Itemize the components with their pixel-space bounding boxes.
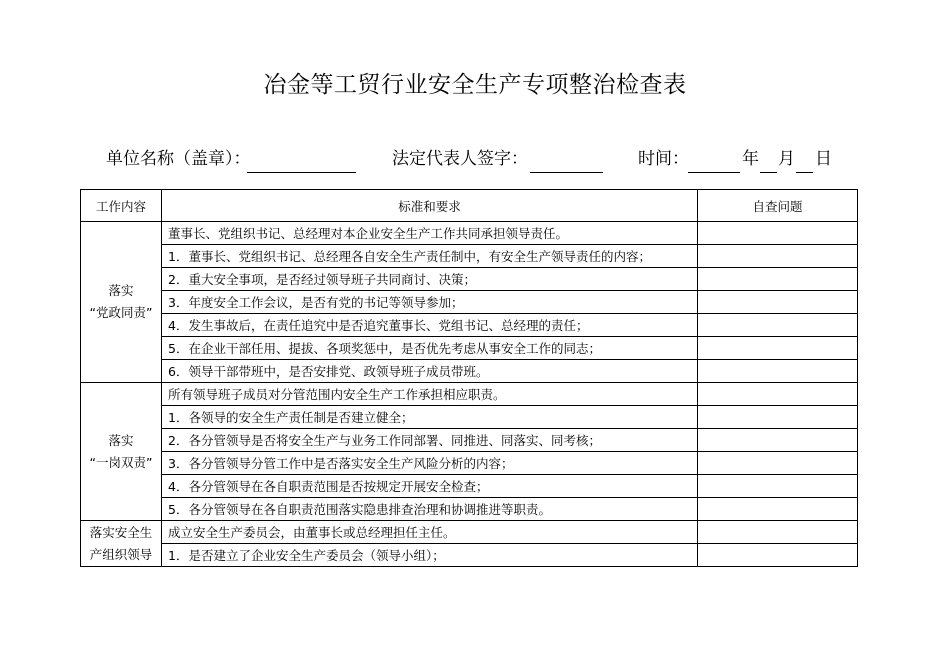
- self-check-cell[interactable]: [698, 429, 858, 452]
- requirement-item: 4．各分管领导在各自职责范围是否按规定开展安全检查；: [162, 475, 698, 498]
- requirement-item: 5．在企业干部任用、提拔、各项奖惩中，是否优先考虑从事安全工作的同志；: [162, 337, 698, 360]
- category-line: 落实安全生: [89, 524, 153, 540]
- legal-rep-field[interactable]: [530, 172, 603, 173]
- unit-name-label: 单位名称（盖章）：: [106, 149, 251, 169]
- year-field[interactable]: [688, 172, 740, 173]
- self-check-cell[interactable]: [698, 406, 858, 429]
- inspection-table: [80, 189, 858, 567]
- requirement-intro: 董事长、党组织书记、总经理对本企业安全生产工作共同承担领导责任。: [162, 222, 698, 245]
- requirement-item: 6．领导干部带班中，是否安排党、政领导班子成员带班。: [162, 360, 698, 383]
- unit-name-field[interactable]: [247, 172, 356, 173]
- self-check-cell[interactable]: [698, 222, 858, 245]
- category-line: “党政同责”: [89, 305, 153, 320]
- category-cell: [81, 222, 162, 383]
- requirement-intro: 成立安全生产委员会，由董事长或总经理担任主任。: [162, 521, 698, 544]
- self-check-cell[interactable]: [698, 245, 858, 268]
- table-row: [81, 268, 858, 291]
- month-label: 月: [778, 149, 795, 169]
- self-check-cell[interactable]: [698, 268, 858, 291]
- requirement-item: 1．董事长、党组织书记、总经理各自安全生产责任制中，有安全生产领导责任的内容；: [162, 245, 698, 268]
- page-title: 冶金等工贸行业安全生产专项整治检查表: [263, 72, 687, 98]
- requirement-item: 1．是否建立了企业安全生产委员会（领导小组）；: [162, 544, 698, 567]
- month-field[interactable]: [760, 172, 777, 173]
- day-field[interactable]: [796, 172, 813, 173]
- requirement-item: 4．发生事故后，在责任追究中是否追究董事长、党组书记、总经理的责任；: [162, 314, 698, 337]
- table-row: [81, 429, 858, 452]
- table-row: [81, 337, 858, 360]
- self-check-cell[interactable]: [698, 452, 858, 475]
- self-check-cell[interactable]: [698, 291, 858, 314]
- signature-row: [0, 147, 950, 177]
- legal-rep-label: 法定代表人签字：: [392, 149, 528, 169]
- table-row: [81, 406, 858, 429]
- day-label: 日: [815, 149, 832, 169]
- time-label: 时间：: [638, 149, 689, 169]
- table-row: [81, 544, 858, 567]
- requirement-intro: 所有领导班子成员对分管范围内安全生产工作承担相应职责。: [162, 383, 698, 406]
- requirement-item: 5．各分管领导在各自职责范围落实隐患排查治理和协调推进等职责。: [162, 498, 698, 521]
- table-row: [81, 452, 858, 475]
- category-line: “一岗双责”: [89, 454, 153, 470]
- self-check-cell[interactable]: [698, 383, 858, 406]
- requirement-item: 2．重大安全事项，是否经过领导班子共同商讨、决策；: [162, 268, 698, 291]
- header-work-content: 工作内容: [81, 190, 162, 222]
- self-check-cell[interactable]: [698, 360, 858, 383]
- requirement-item: 2．各分管领导是否将安全生产与业务工作同部署、同推进、同落实、同考核；: [162, 429, 698, 452]
- self-check-cell[interactable]: [698, 521, 858, 544]
- table-row: [81, 360, 858, 383]
- table-row: [81, 383, 858, 406]
- table-header-row: [81, 190, 858, 222]
- table-row: [81, 498, 858, 521]
- requirement-item: 1．各领导的安全生产责任制是否建立健全；: [162, 406, 698, 429]
- table-row: [81, 521, 858, 544]
- year-label: 年: [742, 149, 759, 169]
- header-standards: 标准和要求: [162, 190, 698, 222]
- requirement-item: 3．各分管领导分管工作中是否落实安全生产风险分析的内容；: [162, 452, 698, 475]
- self-check-cell[interactable]: [698, 314, 858, 337]
- table-row: [81, 291, 858, 314]
- self-check-cell[interactable]: [698, 498, 858, 521]
- category-line: 落实: [108, 283, 134, 298]
- category-cell: [81, 383, 162, 521]
- self-check-cell[interactable]: [698, 337, 858, 360]
- table-row: [81, 475, 858, 498]
- table-row: [81, 314, 858, 337]
- table-row: [81, 222, 858, 245]
- table-row: [81, 245, 858, 268]
- self-check-cell[interactable]: [698, 475, 858, 498]
- category-line: 产组织领导: [89, 546, 153, 562]
- category-line: 落实: [108, 432, 134, 448]
- category-cell: [81, 521, 162, 567]
- self-check-cell[interactable]: [698, 544, 858, 567]
- requirement-item: 3．年度安全工作会议，是否有党的书记等领导参加；: [162, 291, 698, 314]
- header-self-check: 自查问题: [698, 190, 858, 222]
